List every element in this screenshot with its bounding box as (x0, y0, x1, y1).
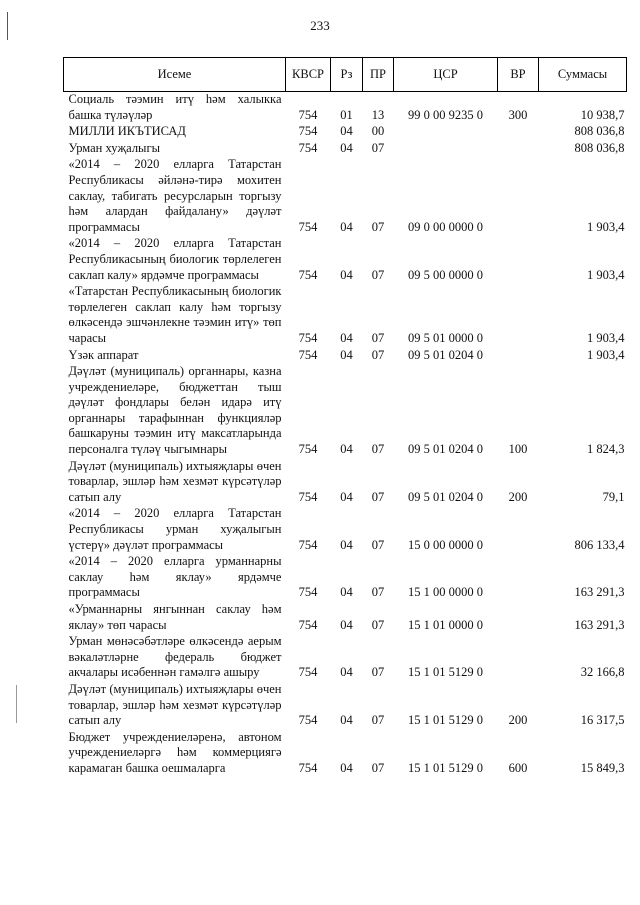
row-rz: 04 (340, 124, 353, 139)
row-sum: 1 824,3 (587, 442, 625, 457)
row-rz: 04 (340, 537, 353, 552)
row-name: Урман мөнәсәбәтләре өлкәсендә аерым вәкаләтләрне федераль бюджет акчалары исәбеннән гамәлгә ашыру (68, 634, 282, 680)
row-sum: 32 166,8 (580, 665, 625, 680)
row-vr (498, 506, 539, 554)
row-name: МИЛЛИ ИКЪТИСАД (68, 124, 186, 139)
table-header (64, 58, 627, 92)
row-csr (394, 124, 498, 141)
row-kvsr: 754 (298, 537, 318, 552)
table-row (64, 124, 627, 141)
row-name: Дәүләт (муниципаль) ихтыяҗлары өчен товарлар, эшләр һәм хезмәт күрсәтүләр сатып алу (68, 681, 282, 728)
row-csr: 15 0 00 0000 0 (408, 537, 483, 552)
table-row (64, 236, 627, 284)
row-kvsr: 754 (298, 107, 318, 122)
row-kvsr: 754 (298, 760, 318, 775)
row-vr (498, 284, 539, 347)
row-vr: 100 (508, 442, 528, 457)
row-pr: 07 (371, 537, 385, 552)
row-vr (498, 124, 539, 141)
scan-artifact-left-lower (16, 685, 17, 723)
header-kvsr: КВСР (286, 58, 331, 92)
row-kvsr: 754 (298, 585, 318, 600)
table-row (64, 602, 627, 634)
row-name: «2014 – 2020 елларга Татарстан Республикасы әйләнә-тирә мохитен саклау, табигать ресурсларын торгызу һәм алардан файдалану» дәүләт программасы (68, 157, 282, 234)
header-rz: Рз (331, 58, 363, 92)
row-pr: 07 (371, 585, 385, 600)
row-kvsr: 754 (298, 347, 318, 362)
row-pr: 00 (371, 124, 385, 139)
row-kvsr: 754 (298, 617, 318, 632)
row-vr (498, 634, 539, 682)
row-name: «2014 – 2020 елларга Татарстан Республикасы урман хуҗалыгын үстерү» дәүләт программасы (68, 506, 282, 552)
row-csr: 15 1 01 5129 0 (408, 760, 483, 775)
row-kvsr: 754 (298, 267, 318, 282)
row-csr: 09 5 00 0000 0 (408, 267, 483, 282)
row-pr: 07 (371, 140, 385, 155)
row-rz: 04 (340, 140, 353, 155)
row-rz: 04 (340, 347, 353, 362)
row-rz: 01 (340, 107, 353, 122)
row-sum: 163 291,3 (574, 585, 625, 600)
row-name: Урман хуҗалыгы (68, 140, 160, 155)
row-pr: 07 (371, 489, 385, 504)
row-kvsr: 754 (298, 442, 318, 457)
page-number: 233 (310, 18, 330, 33)
table-row (64, 554, 627, 602)
header-pr: ПР (363, 58, 394, 92)
row-vr (498, 236, 539, 284)
row-sum: 1 903,4 (587, 347, 625, 362)
budget-table (63, 57, 627, 778)
table-row (64, 92, 627, 125)
row-name: Дәүләт (муниципаль) ихтыяҗлары өчен товарлар, эшләр һәм хезмәт күрсәтүләр сатып алу (68, 458, 282, 504)
row-name: Бюджет учреждениеләренә, автоном учреждениеләргә һәм коммерциягә карамаган башка оешмаларга (68, 729, 282, 775)
table-row (64, 364, 627, 459)
row-sum: 79,1 (602, 489, 625, 504)
row-sum: 806 133,4 (574, 537, 625, 552)
row-csr (394, 141, 498, 158)
row-vr (498, 554, 539, 602)
row-rz: 04 (340, 585, 353, 600)
row-kvsr: 754 (298, 219, 318, 234)
table-row (64, 141, 627, 158)
table-row (64, 682, 627, 730)
row-pr: 07 (371, 713, 385, 728)
row-kvsr: 754 (298, 330, 318, 345)
row-pr: 13 (371, 107, 385, 122)
row-csr: 15 1 01 5129 0 (408, 665, 483, 680)
row-name: Дәүләт (муниципаль) органнары, казна учреждениеләре, бюджеттан тыш дәүләт фондлары белән идарә итү органнары тарафыннан функцияләр башкаруны тәэмин итү максатларында персоналга түләү чыгымнары (68, 364, 282, 457)
row-kvsr: 754 (298, 124, 318, 139)
row-vr (498, 141, 539, 158)
table-row (64, 506, 627, 554)
row-name: Социаль тәэмин итү һәм халыкка башка түләүләр (68, 92, 282, 122)
row-rz: 04 (340, 713, 353, 728)
row-rz: 04 (340, 617, 353, 632)
row-csr: 99 0 00 9235 0 (408, 107, 483, 122)
scan-artifact-left (7, 12, 8, 40)
row-name: «Татарстан Республикасының биологик төрлелеген саклап калу һәм торгызу өлкәсендә эшчәнлекне тәэмин итү» төп чарасы (68, 284, 282, 345)
row-sum: 16 317,5 (580, 713, 625, 728)
row-pr: 07 (371, 267, 385, 282)
row-vr (498, 602, 539, 634)
header-csr: ЦСР (394, 58, 498, 92)
row-csr: 09 5 01 0204 0 (408, 442, 483, 457)
table-row (64, 284, 627, 347)
row-sum: 10 938,7 (580, 107, 625, 122)
table-body (64, 92, 627, 778)
row-csr: 09 0 00 0000 0 (408, 219, 483, 234)
row-sum: 15 849,3 (580, 760, 625, 775)
row-kvsr: 754 (298, 665, 318, 680)
header-sum: Суммасы (539, 58, 627, 92)
row-pr: 07 (371, 665, 385, 680)
row-pr: 07 (371, 760, 385, 775)
table-row (64, 348, 627, 365)
row-kvsr: 754 (298, 489, 318, 504)
row-pr: 07 (371, 219, 385, 234)
row-rz: 04 (340, 219, 353, 234)
row-pr: 07 (371, 347, 385, 362)
table-row (64, 634, 627, 682)
row-sum: 1 903,4 (587, 219, 625, 234)
row-name: «Урманнарны янгыннан саклау һәм яклау» төп чарасы (68, 602, 282, 632)
row-vr (498, 348, 539, 365)
table-row (64, 157, 627, 236)
table-row (64, 459, 627, 507)
row-vr: 300 (508, 107, 528, 122)
row-vr: 200 (508, 713, 528, 728)
row-csr: 09 5 01 0204 0 (408, 489, 483, 504)
row-pr: 07 (371, 617, 385, 632)
row-vr (498, 157, 539, 236)
row-vr: 200 (508, 489, 528, 504)
row-kvsr: 754 (298, 713, 318, 728)
row-vr: 600 (508, 760, 528, 775)
row-sum: 808 036,8 (574, 124, 625, 139)
row-name: Үзәк аппарат (68, 347, 139, 362)
table-row (64, 730, 627, 778)
row-rz: 04 (340, 330, 353, 345)
row-name: «2014 – 2020 елларга урманнарны саклау һәм яклау» ярдәмче программасы (68, 554, 282, 600)
row-sum: 808 036,8 (574, 140, 625, 155)
row-rz: 04 (340, 442, 353, 457)
row-csr: 15 1 01 5129 0 (408, 713, 483, 728)
row-csr: 09 5 01 0000 0 (408, 330, 483, 345)
row-kvsr: 754 (298, 140, 318, 155)
row-csr: 15 1 00 0000 0 (408, 585, 483, 600)
row-csr: 09 5 01 0204 0 (408, 347, 483, 362)
row-rz: 04 (340, 665, 353, 680)
row-pr: 07 (371, 330, 385, 345)
row-rz: 04 (340, 267, 353, 282)
row-name: «2014 – 2020 елларга Татарстан Республикасының биологик төрлелеген саклап калу» ярдәмче программасы (68, 236, 282, 282)
header-name: Исеме (64, 58, 286, 92)
row-sum: 163 291,3 (574, 617, 625, 632)
row-pr: 07 (371, 442, 385, 457)
row-sum: 1 903,4 (587, 267, 625, 282)
header-vr: ВР (498, 58, 539, 92)
row-rz: 04 (340, 760, 353, 775)
row-csr: 15 1 01 0000 0 (408, 617, 483, 632)
row-rz: 04 (340, 489, 353, 504)
row-sum: 1 903,4 (587, 330, 625, 345)
